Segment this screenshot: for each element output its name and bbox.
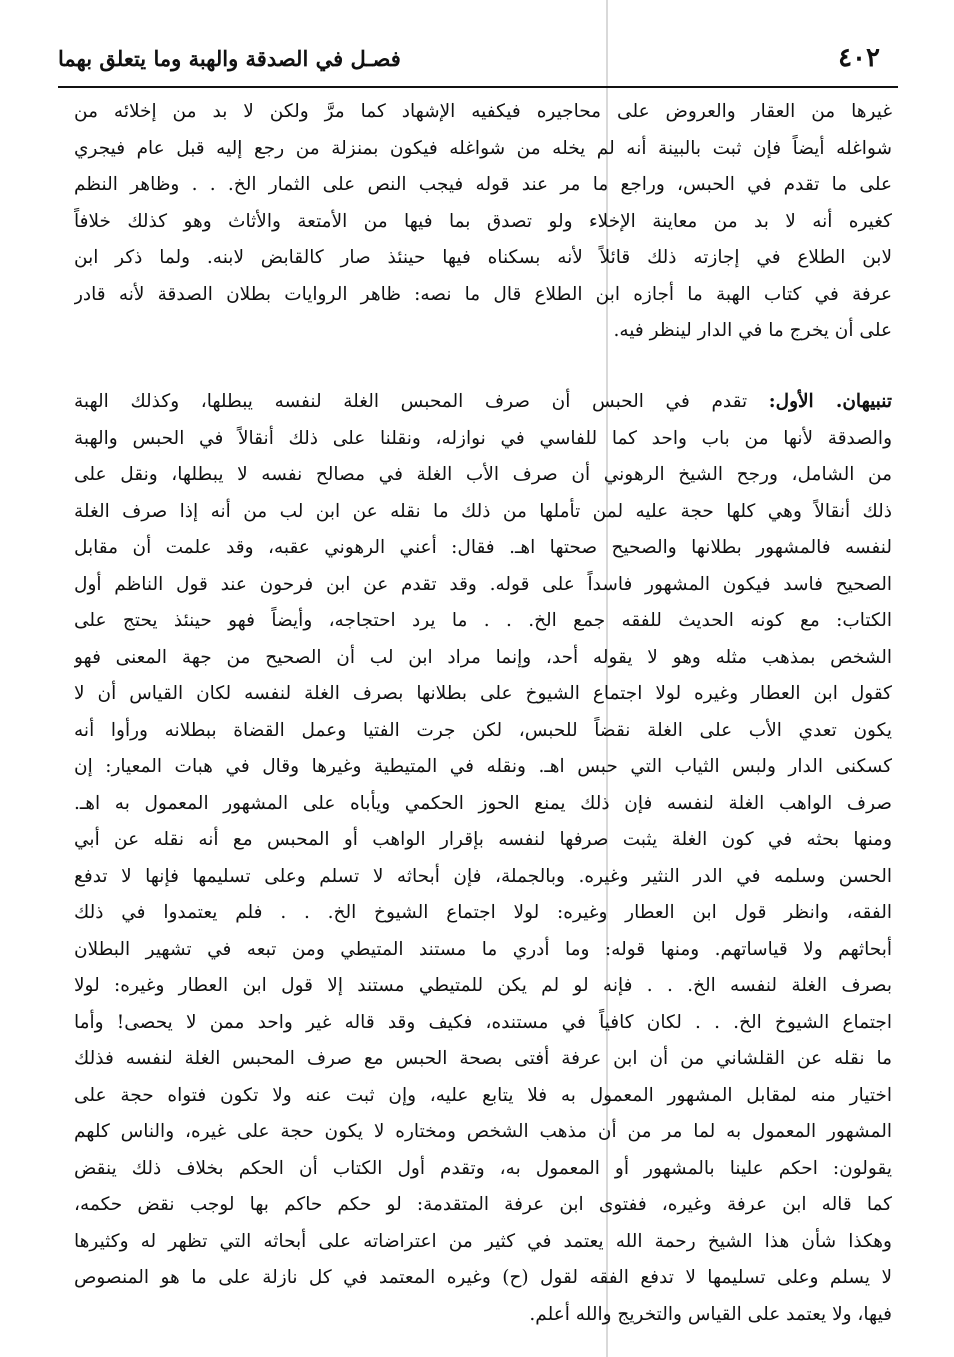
text-line: كما قاله ابن عرفة وغيره، ففتوى ابن عرفة المتقدمة: لو حكم حاكم بها لوجب نقض حكمه، (74, 1194, 892, 1215)
line-text: تقدم في الحبس أن صرف المحبس الغلة لنفسه يبطلها، وكذلك الهبة (74, 391, 769, 412)
text-line: كغيره أنه لا بد من معاينة الإخلاء ولو تصدق بما فيها من الأمتعة والأثاث وهو كذلك خلافاً (74, 210, 892, 232)
page-number: ٤٠٢ (838, 43, 880, 73)
text-line: الصحيح فاسد فيكون المشهور فاسداً على قوله. وقد تقدم عن ابن فرحون عند قول الناظم أول (74, 573, 892, 595)
text-line: ذلك أنقالاً وهي كلها حجة عليه لمن تأملها من ذلك ما نقله عن ابن لب من أنه إذا صرف الغلة (74, 500, 892, 522)
text-line: بصرف الغلة لنفسه الخ. . . فإنه لو لم يكن للمتيطي مستند إلا قول ابن العطار وغيره: لولا (74, 975, 892, 996)
text-line: على ما تقدم في الحبس، وراجع ما مر عند قوله فيجب النص على الثمار الخ. . . وظاهر النظم (74, 174, 892, 195)
text-line: كقول ابن العطار وغيره لولا اجتماع الشيوخ على بطلانها بصرف الغلة لنفسه لكان القياس أن لا (74, 683, 892, 704)
text-line: والصدقة لأنها من باب واحد كما للفاسي في نوازله، ونقلنا على ذلك أنقالاً في الحبس والهبة (74, 427, 892, 449)
text-line: كسكنى الدار ولبس الثياب التي حبس اهـ. ونقله في المتيطية وغيرها وقال في هبات المعيار: إن (74, 756, 892, 777)
text-line: وهكذا شأن هذا الشيخ رحمة الله يعتمد في كثير من اعتراضاته على أبحاثه التي تظهر له وكثيرها (74, 1230, 892, 1252)
section-lead: تنبيهان. الأول: (768, 391, 892, 412)
text-line: لنفسه فالمشهور بطلانها والصحيح صحتها اهـ. فقال: أعني الرهوني عقبه، وقد علمت أن مقابل (74, 537, 892, 558)
text-line: اختيار منه لمقابل المشهور المعمول به فلا يتابع عليه، وإن ثبت عنه ولا تكون فتواه حجة على (74, 1084, 892, 1106)
text-line: المشهور المعمول به لما مر من أن مذهب الشخص ومختاره لا يكون حجة على غيره، والناس كلهم (74, 1121, 892, 1142)
text-line: الكتاب: مع كونه الحديث للفقه جمع الخ. . . ما يرد احتجاجه، وأيضاً فهو حينئذ يحتج على (74, 610, 892, 631)
text-line: اجتماع الشيوخ الخ. . . لكان كافياً في مستنده، فكيف وقد قاله غير واحد ممن لا يحصى! وأما (74, 1011, 892, 1033)
text-line: لابن الطلاع في إجازته ذلك قائلاً لأنه بسكناه فيها حينئذ صار كالقابض لابنه. ولما ذكر ابن (74, 247, 892, 268)
text-line (74, 384, 892, 421)
text-line: على أن يخرج ما في الدار لينظر فيه. (613, 320, 892, 341)
page-header (58, 40, 898, 84)
text-line: صرف الواهب الغلة لنفسه فإن ذلك يمنع الحوز الحكمي ويأباه على المشهور المعمول به اهـ. (74, 792, 892, 814)
text-line: لا يسلم وعلى تسليمها لا تدفع الفقه لقول (ح) وغيره المعتمد في كل نازلة على ما هو المنصوص (74, 1267, 892, 1288)
text-line: عرفة في كتاب الهبة ما أجازه ابن الطلاع قال ما نصه: ظاهر الروايات بطلان الصدقة لأنه قادر (74, 283, 892, 305)
text-line: غيرها من العقار والعروض على محاجيره فيكفيه الإشهاد كما مرَّ ولكن لا بد من إخلائه من (74, 101, 892, 122)
text-line: أبحاثهم ولا قياساتهم. ومنها قوله: وما أدري ما مستند المتيطي ومن تبعه في تشهير البطلان (74, 938, 892, 960)
header-rule (58, 86, 898, 88)
paragraph-1 (74, 94, 892, 350)
paragraph-2 (74, 384, 892, 1333)
text-line: يكون تعدي الأب على الغلة نقضاً للحبس، لكن جرت الفتيا وعمل القضاة ببطلانه ورأوا أنه (74, 719, 892, 741)
text-line: ومنها بحثه في كون الغلة يثبت صرفها لنفسه بإقرار الواهب أو المحبس مع أنه نقله عن أبي (74, 829, 892, 850)
text-line: الشخص بمذهب مثله وهو لا يقوله أحد، وإنما مراد ابن لب أن الصحيح من جهة المعنى فهو (74, 646, 892, 668)
text-line: الفقه، وانظر قول ابن العطار وغيره: لولا اجتماع الشيوخ الخ. . . فلم يعتمدوا في ذلك (74, 902, 892, 923)
text-line: شواغله أيضاً فإن ثبت بالبينة أنه لم يخله من شواغله فيكون بمنزلة من رجع إليه قبل عام فيجري (74, 137, 892, 159)
text-line: من الشامل، ورجح الشيخ الرهوني أن صرف الأب الغلة في مصالح نفسه لا يبطلها، ونقل على (74, 464, 892, 485)
running-title: فصـل في الصدقة والهبة وما يتعلق بهما (58, 46, 401, 71)
text-line: فيها، ولا يعتمد على القياس والتخريج والله أعلم. (529, 1303, 892, 1325)
text-line: ما نقله عن القلشاني من أن ابن عرفة أفتى بصحة الحبس مع صرف المحبس الغلة لنفسه فذلك (74, 1048, 892, 1069)
text-line: الحسن وسلمه في الدر النثير وغيره. وبالجملة، فإن أبحاثه لا تسلم وعلى تسليمها فإنها لا تدفع (74, 865, 892, 887)
text-line: يقولون: احكم علينا بالمشهور أو المعمول به، وتقدم أول الكتاب أن الحكم بخلاف ذلك ينقض (74, 1157, 892, 1179)
